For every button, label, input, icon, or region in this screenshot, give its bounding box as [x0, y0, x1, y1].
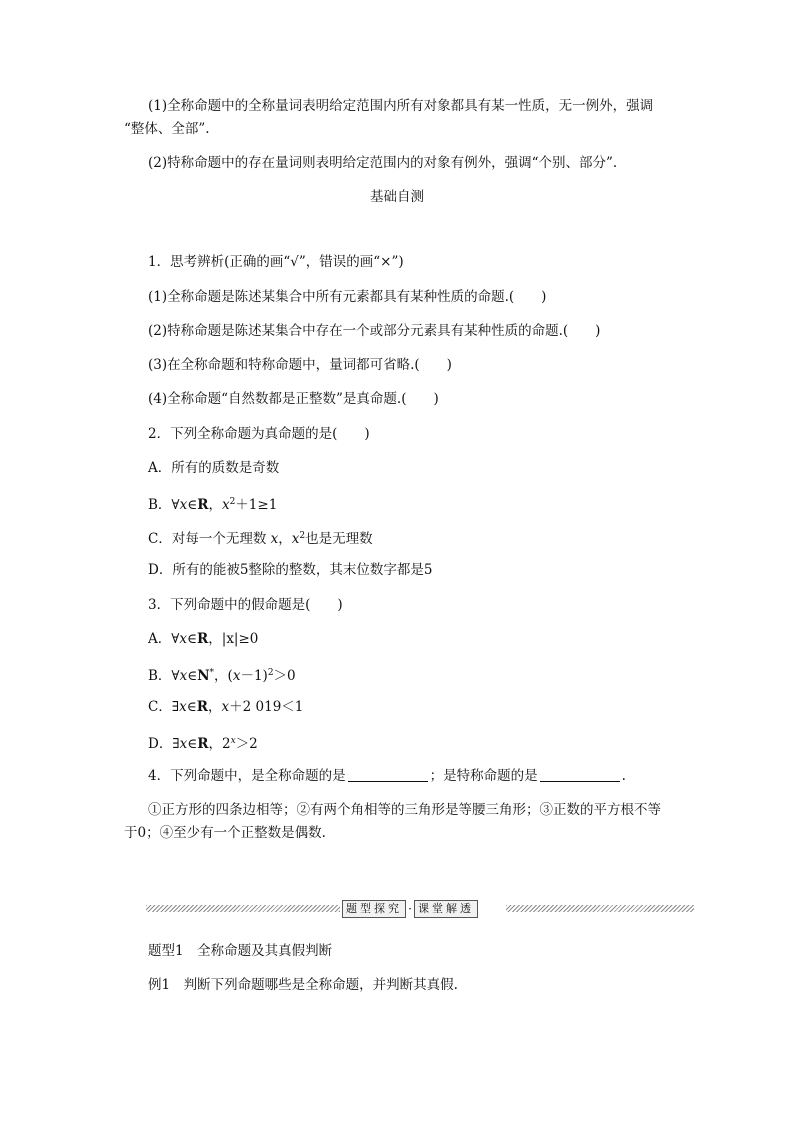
- question-2-stem: 2．下列全称命题为真命题的是( ): [148, 426, 370, 442]
- banner-hatch-left: [146, 905, 340, 912]
- type-1-heading: 题型1 全称命题及其真假判断: [148, 943, 333, 959]
- question-3-option-b: B．∀x∈N*，$(x-1)^2>0$: [148, 668, 296, 684]
- banner-hatch-right: [506, 905, 694, 912]
- question-1-item-1: (1)全称命题是陈述某集合中所有元素都具有某种性质的命题.( ): [148, 289, 547, 305]
- banner-separator: ·: [408, 902, 412, 916]
- question-2-option-c: C．对每一个无理数 x，$x^2$也是无理数: [148, 531, 373, 547]
- question-3-stem: 3．下列命题中的假命题是( ): [148, 597, 343, 613]
- question-1-stem: 1．思考辨析(正确的画“√”，错误的画“×”): [148, 254, 404, 270]
- question-3-option-a: A．∀x∈R，|x|≥0: [148, 631, 259, 647]
- question-4-stem: 4．下列命题中，是全称命题的是 ；是特称命题的是 .: [148, 768, 626, 784]
- question-4-statements-line-2: 于0；④至少有一个正整数是偶数.: [124, 825, 326, 841]
- question-3-option-c: C．∃x∈R，x＋2 019＜1: [148, 699, 304, 715]
- note-2: (2)特称命题中的存在量词则表明给定范围内的对象有例外，强调“个别、部分”.: [148, 155, 618, 171]
- question-1-item-4: (4)全称命题“自然数都是正整数”是真命题.( ): [148, 391, 439, 407]
- section-title: 基础自测: [370, 189, 424, 205]
- answer-blank-existential: [540, 769, 620, 782]
- question-3-option-d: D．∃x∈R，$2^x>2$: [148, 736, 258, 752]
- answer-blank-universal: [348, 769, 428, 782]
- banner-left-label: 题型探究: [342, 900, 406, 918]
- banner-label: [342, 899, 478, 919]
- question-2-option-b: B．∀x∈R，$x^2+1\ge 1$: [148, 497, 278, 513]
- example-1: 例1 判断下列命题哪些是全称命题，并判断其真假.: [148, 977, 458, 993]
- question-2-option-d: D．所有的能被5整除的整数，其末位数字都是5: [148, 562, 433, 578]
- banner-right-label: 课堂解透: [414, 900, 478, 918]
- note-1-line-2: “整体、全部”.: [124, 121, 210, 137]
- question-2-option-a: A．所有的质数是奇数: [148, 460, 280, 476]
- note-1-line-1: (1)全称命题中的全称量词表明给定范围内所有对象都具有某一性质，无一例外，强调: [148, 98, 654, 114]
- question-4-statements-line-1: ①正方形的四条边相等；②有两个角相等的三角形是等腰三角形；③正数的平方根不等: [148, 802, 661, 818]
- section-banner: [146, 899, 694, 919]
- question-1-item-3: (3)在全称命题和特称命题中，量词都可省略.( ): [148, 357, 452, 373]
- question-1-item-2: (2)特称命题是陈述某集合中存在一个或部分元素具有某种性质的命题.( ): [148, 323, 601, 339]
